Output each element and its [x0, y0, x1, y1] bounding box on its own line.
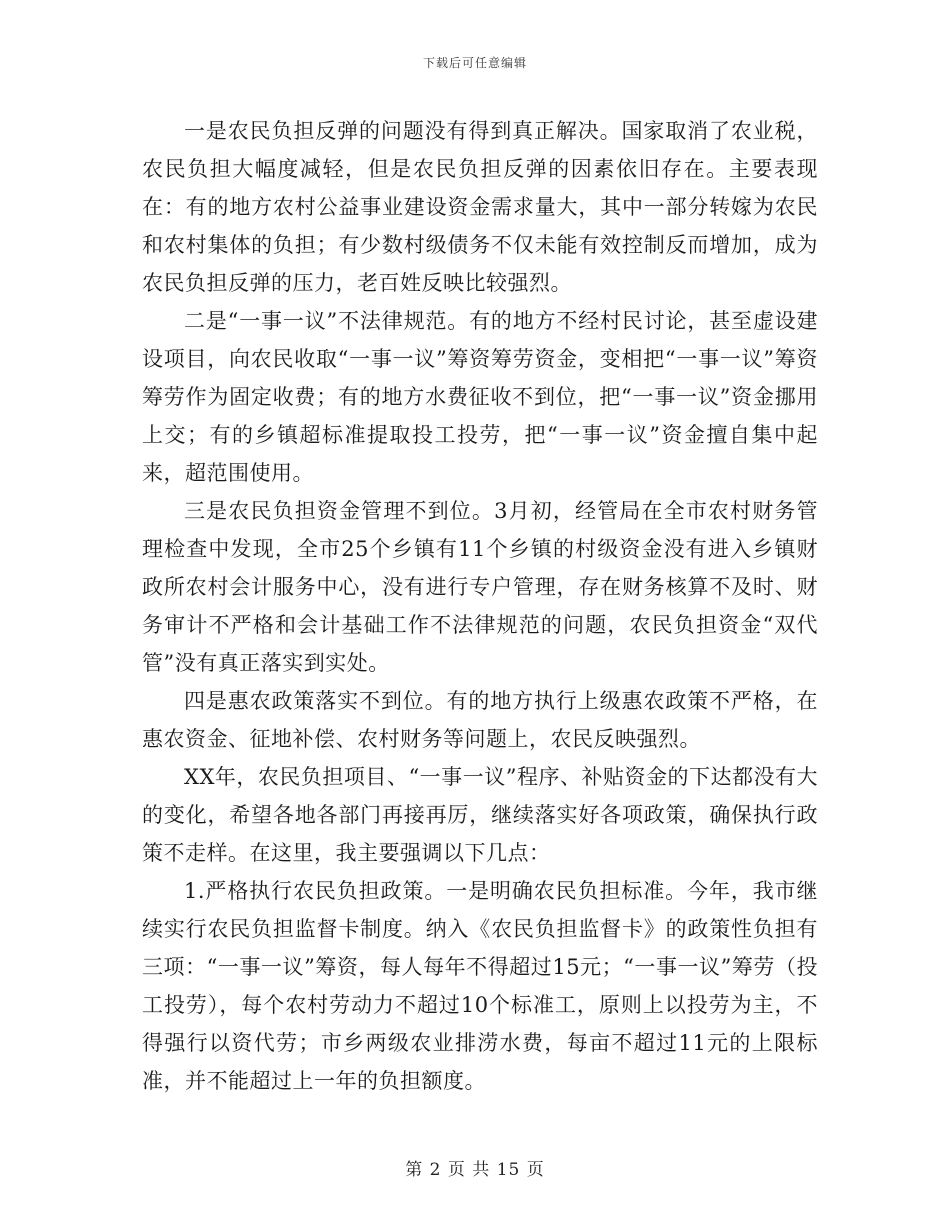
paragraph-1: 一是农民负担反弹的问题没有得到真正解决。国家取消了农业税，农民负担大幅度减轻，但是农民负担反弹的因素依旧存在。主要表现在：有的地方农村公益事业建设资金需求量大，其中一部分转嫁为农民和农村集体的负担；有少数村级债务不仅未能有效控制反而增加，成为农民负担反弹的压力，老百姓反映比较强烈。 — [142, 119, 818, 295]
paragraph-2: 二是“一事一议”不法律规范。有的地方不经村民讨论，甚至虚设建设项目，向农民收取“一事一议”筹资筹劳资金，变相把“一事一议”筹资筹劳作为固定收费；有的地方水费征收不到位，把“一事一议”资金挪用上交；有的乡镇超标准提取投工投劳，把“一事一议”资金擅自集中起来，超范围使用。 — [142, 309, 818, 485]
page-header: 下载后可任意编辑 — [422, 56, 527, 70]
paragraph-6: 1.严格执行农民负担政策。一是明确农民负担标准。今年，我市继续实行农民负担监督卡制度。纳入《农民负担监督卡》的政策性负担有三项：“一事一议”筹资，每人每年不得超过15元；“一事一议”筹劳（投工投劳），每个农村劳动力不超过10个标准工，原则上以投劳为主，不得强行以资代劳；市乡两级农业排涝水费，每亩不超过11元的上限标准，并不能超过上一年的负担额度。 — [142, 879, 818, 1093]
page-number: 第 2 页 共 15 页 — [405, 1160, 545, 1180]
paragraph-4: 四是惠农政策落实不到位。有的地方执行上级惠农政策不严格，在惠农资金、征地补偿、农村财务等问题上，农民反映强烈。 — [142, 689, 818, 751]
paragraph-3: 三是农民负担资金管理不到位。3月初，经管局在全市农村财务管理检查中发现，全市25个乡镇有11个乡镇的村级资金没有进入乡镇财政所农村会计服务中心，没有进行专户管理，存在财务核算不及时、财务审计不严格和会计基础工作不法律规范的问题，农民负担资金“双代管”没有真正落实到实处。 — [142, 499, 818, 675]
paragraph-5: XX年，农民负担项目、“一事一议”程序、补贴资金的下达都没有大的变化，希望各地各部门再接再厉，继续落实好各项政策，确保执行政策不走样。在这里，我主要强调以下几点： — [142, 765, 818, 865]
document-body — [142, 112, 818, 1100]
